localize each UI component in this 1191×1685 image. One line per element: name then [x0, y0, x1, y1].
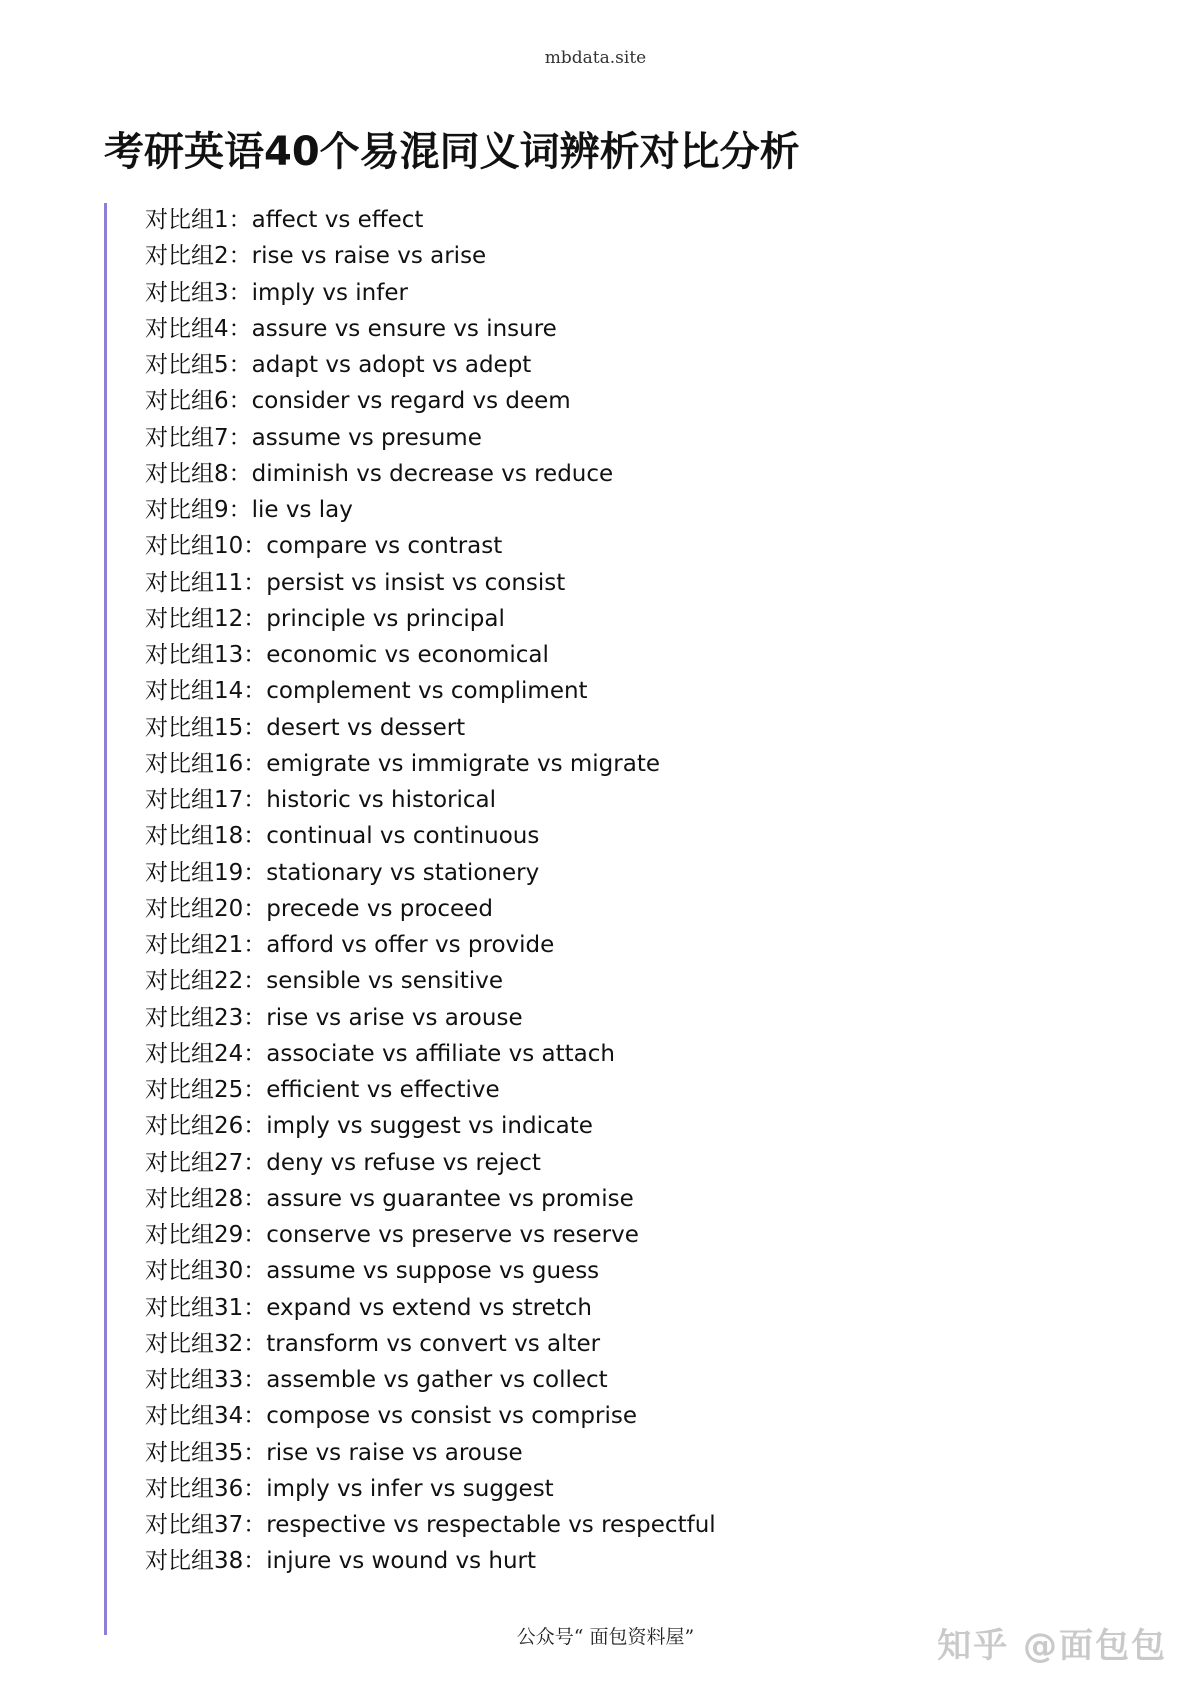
- footer-wechat-account: 公众号“ 面包资料屋”: [516, 1626, 695, 1648]
- list-item: [145, 1253, 716, 1289]
- list-item: [145, 601, 716, 637]
- group-label: 对比组30：: [145, 1258, 267, 1285]
- group-words: historic vs historical: [266, 787, 497, 813]
- list-item: [145, 1108, 716, 1144]
- group-label: 对比组31：: [145, 1294, 267, 1321]
- group-words: rise vs arise vs arouse: [266, 1004, 523, 1031]
- zhihu-watermark: 知乎 @面包包: [937, 1626, 1167, 1666]
- list-item: [145, 891, 716, 927]
- group-label: 对比组19：: [145, 859, 267, 886]
- group-label: 对比组32：: [145, 1330, 267, 1357]
- list-item: [145, 1543, 716, 1579]
- list-item: [145, 1145, 716, 1181]
- group-words: affect vs effect: [251, 207, 424, 233]
- group-words: continual vs continuous: [266, 823, 540, 850]
- list-item: [145, 1072, 716, 1108]
- group-label: 对比组16：: [145, 750, 267, 777]
- list-item: [145, 710, 716, 746]
- group-label: 对比组13：: [145, 642, 267, 668]
- list-item: [145, 1435, 716, 1471]
- group-label: 对比组7：: [145, 424, 252, 451]
- group-label: 对比组21：: [145, 932, 267, 958]
- group-label: 对比组10：: [145, 533, 267, 560]
- group-label: 对比组2：: [145, 243, 252, 270]
- comparison-group-list: [145, 202, 716, 1580]
- list-item: [145, 927, 716, 963]
- group-label: 对比组28：: [145, 1185, 267, 1212]
- group-words: sensible vs sensitive: [266, 968, 503, 995]
- list-item: [145, 238, 716, 274]
- group-words: imply vs infer: [251, 279, 408, 306]
- list-item: [145, 1000, 716, 1036]
- group-words: assume vs suppose vs guess: [266, 1258, 600, 1285]
- group-label: 对比组36：: [145, 1475, 267, 1502]
- group-words: deny vs refuse vs reject: [266, 1149, 541, 1176]
- list-item: [145, 673, 716, 709]
- group-label: 对比组4：: [145, 315, 252, 342]
- list-item: [145, 963, 716, 999]
- list-item: [145, 782, 716, 818]
- group-label: 对比组3：: [145, 279, 252, 306]
- group-words: rise vs raise vs arouse: [266, 1439, 523, 1466]
- group-label: 对比组20：: [145, 895, 267, 922]
- group-label: 对比组33：: [145, 1367, 267, 1393]
- group-words: afford vs offer vs provide: [266, 932, 555, 958]
- page-title: 考研英语40个易混同义词辨析对比分析: [104, 129, 800, 175]
- group-label: 对比组1：: [145, 207, 252, 233]
- group-label: 对比组15：: [145, 714, 267, 741]
- group-words: transform vs convert vs alter: [266, 1330, 601, 1357]
- group-label: 对比组5：: [145, 352, 252, 378]
- group-label: 对比组14：: [145, 678, 267, 705]
- group-words: economic vs economical: [266, 642, 549, 668]
- header-site-name: mbdata.site: [544, 48, 647, 68]
- group-words: associate vs affiliate vs attach: [266, 1040, 615, 1067]
- group-label: 对比组22：: [145, 968, 267, 995]
- list-item: [145, 1036, 716, 1072]
- list-item: [145, 1290, 716, 1326]
- group-label: 对比组29：: [145, 1222, 267, 1248]
- group-words: persist vs insist vs consist: [266, 569, 566, 596]
- group-words: conserve vs preserve vs reserve: [266, 1222, 639, 1248]
- list-item: [145, 1326, 716, 1362]
- group-label: 对比组11：: [145, 569, 267, 596]
- group-words: consider vs regard vs deem: [251, 388, 571, 415]
- group-words: stationary vs stationery: [266, 859, 540, 886]
- list-item: [145, 383, 716, 419]
- group-words: respective vs respectable vs respectful: [266, 1512, 716, 1538]
- list-item: [145, 746, 716, 782]
- group-label: 对比组6：: [145, 388, 252, 415]
- group-words: emigrate vs immigrate vs migrate: [266, 750, 660, 777]
- group-label: 对比组12：: [145, 605, 267, 632]
- group-words: adapt vs adopt vs adept: [251, 352, 532, 378]
- group-label: 对比组34：: [145, 1403, 267, 1430]
- group-label: 对比组26：: [145, 1113, 267, 1140]
- group-label: 对比组35：: [145, 1439, 267, 1466]
- list-item: [145, 637, 716, 673]
- list-item: [145, 275, 716, 311]
- group-label: 对比组18：: [145, 823, 267, 850]
- list-item: [145, 855, 716, 891]
- group-label: 对比组8：: [145, 460, 252, 487]
- list-item: [145, 202, 716, 238]
- group-label: 对比组9：: [145, 497, 252, 523]
- list-item: [145, 1507, 716, 1543]
- group-label: 对比组25：: [145, 1077, 267, 1103]
- group-words: efficient vs effective: [266, 1077, 500, 1103]
- quote-accent-bar: [104, 203, 107, 1635]
- list-item: [145, 1181, 716, 1217]
- list-item: [145, 420, 716, 456]
- group-words: assure vs ensure vs insure: [251, 315, 557, 342]
- group-label: 对比组27：: [145, 1149, 267, 1176]
- list-item: [145, 565, 716, 601]
- group-words: assume vs presume: [251, 424, 482, 451]
- group-words: diminish vs decrease vs reduce: [251, 460, 614, 487]
- group-words: desert vs dessert: [266, 714, 466, 741]
- list-item: [145, 1217, 716, 1253]
- group-words: assure vs guarantee vs promise: [266, 1185, 634, 1212]
- group-words: principle vs principal: [266, 605, 505, 632]
- group-words: imply vs suggest vs indicate: [266, 1113, 593, 1140]
- group-label: 对比组23：: [145, 1004, 267, 1031]
- list-item: [145, 818, 716, 854]
- list-item: [145, 528, 716, 564]
- group-label: 对比组17：: [145, 787, 267, 813]
- group-words: precede vs proceed: [266, 895, 493, 922]
- list-item: [145, 347, 716, 383]
- list-item: [145, 492, 716, 528]
- group-words: rise vs raise vs arise: [251, 243, 487, 270]
- group-label: 对比组38：: [145, 1548, 267, 1575]
- list-item: [145, 311, 716, 347]
- group-words: expand vs extend vs stretch: [266, 1294, 592, 1321]
- list-item: [145, 1398, 716, 1434]
- group-words: compose vs consist vs comprise: [266, 1403, 638, 1430]
- list-item: [145, 1471, 716, 1507]
- group-label: 对比组24：: [145, 1040, 267, 1067]
- group-words: lie vs lay: [251, 497, 353, 523]
- group-label: 对比组37：: [145, 1512, 267, 1538]
- group-words: imply vs infer vs suggest: [266, 1475, 554, 1502]
- group-words: assemble vs gather vs collect: [266, 1367, 608, 1393]
- group-words: compare vs contrast: [266, 533, 503, 560]
- group-words: injure vs wound vs hurt: [266, 1548, 537, 1575]
- group-words: complement vs compliment: [266, 678, 588, 705]
- list-item: [145, 456, 716, 492]
- list-item: [145, 1362, 716, 1398]
